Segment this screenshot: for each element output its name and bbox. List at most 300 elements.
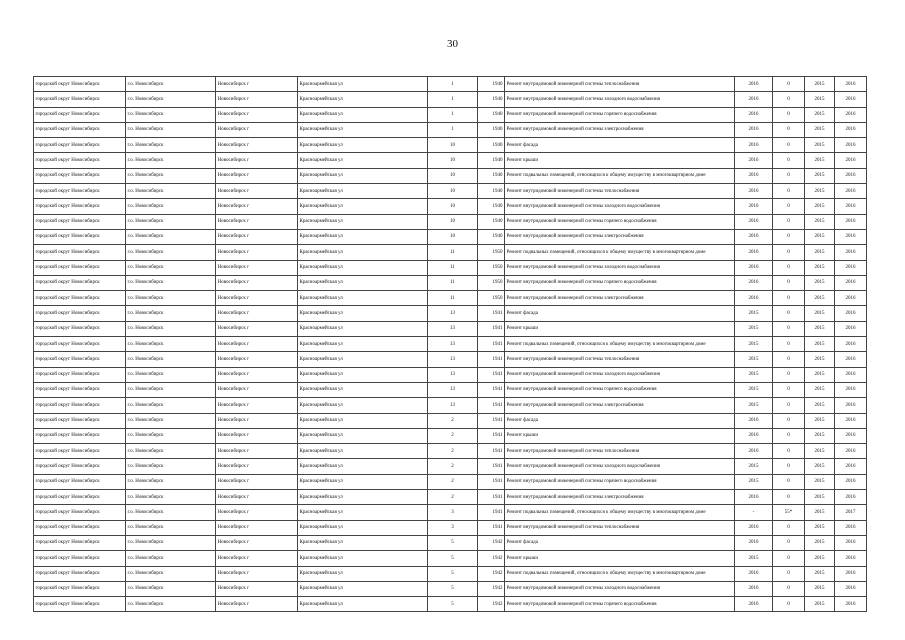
house-cell: 1 bbox=[428, 92, 478, 107]
period-end-cell: 2016 bbox=[835, 291, 867, 306]
period-start-cell: 2015 bbox=[805, 107, 835, 122]
house-cell: 11 bbox=[428, 291, 478, 306]
street-cell: Красноармейская ул bbox=[298, 275, 428, 290]
period-end-cell: 2016 bbox=[835, 245, 867, 260]
period-end-cell: 2016 bbox=[835, 490, 867, 505]
municipality-cell: городской округ Новосибирск bbox=[34, 597, 126, 612]
cost-cell: 0 bbox=[773, 260, 805, 275]
plan-year-cell: 2016 bbox=[735, 275, 773, 290]
street-cell: Красноармейская ул bbox=[298, 122, 428, 137]
cost-cell: 0 bbox=[773, 77, 805, 92]
period-end-cell: 2016 bbox=[835, 382, 867, 397]
house-cell: 10 bbox=[428, 214, 478, 229]
street-cell: Красноармейская ул bbox=[298, 505, 428, 520]
district-cell: г.о. Новосибирск bbox=[126, 413, 216, 428]
street-cell: Красноармейская ул bbox=[298, 168, 428, 183]
cost-cell: 0 bbox=[773, 92, 805, 107]
cost-cell: 0 bbox=[773, 352, 805, 367]
cost-cell: 0 bbox=[773, 474, 805, 489]
cost-cell: 0 bbox=[773, 245, 805, 260]
house-cell: 2 bbox=[428, 474, 478, 489]
city-cell: Новосибирск г bbox=[216, 413, 298, 428]
municipality-cell: городской округ Новосибирск bbox=[34, 428, 126, 443]
table-row bbox=[34, 168, 867, 183]
plan-year-cell: 2016 bbox=[735, 566, 773, 581]
year-built-cell: 1940 bbox=[478, 92, 505, 107]
house-cell: 5 bbox=[428, 581, 478, 596]
plan-year-cell: 2016 bbox=[735, 122, 773, 137]
municipality-cell: городской округ Новосибирск bbox=[34, 77, 126, 92]
year-built-cell: 1941 bbox=[478, 306, 505, 321]
period-start-cell: 2015 bbox=[805, 138, 835, 153]
house-cell: 13 bbox=[428, 367, 478, 382]
table-row bbox=[34, 551, 867, 566]
plan-year-cell: - bbox=[735, 505, 773, 520]
city-cell: Новосибирск г bbox=[216, 367, 298, 382]
work-type-cell: Ремонт внутридомовой инженерной системы теплоснабжения bbox=[505, 77, 735, 92]
house-cell: 1 bbox=[428, 122, 478, 137]
district-cell: г.о. Новосибирск bbox=[126, 382, 216, 397]
house-cell: 5 bbox=[428, 551, 478, 566]
municipality-cell: городской округ Новосибирск bbox=[34, 474, 126, 489]
cost-cell: 0 bbox=[773, 122, 805, 137]
street-cell: Красноармейская ул bbox=[298, 352, 428, 367]
table-row bbox=[34, 77, 867, 92]
cost-cell: 0 bbox=[773, 535, 805, 550]
house-cell: 1 bbox=[428, 107, 478, 122]
table-row bbox=[34, 597, 867, 612]
table-row bbox=[34, 490, 867, 505]
table-row bbox=[34, 566, 867, 581]
district-cell: г.о. Новосибирск bbox=[126, 566, 216, 581]
cost-cell: 0 bbox=[773, 459, 805, 474]
cost-cell: 0 bbox=[773, 398, 805, 413]
municipality-cell: городской округ Новосибирск bbox=[34, 275, 126, 290]
year-built-cell: 1940 bbox=[478, 199, 505, 214]
house-cell: 2 bbox=[428, 428, 478, 443]
district-cell: г.о. Новосибирск bbox=[126, 184, 216, 199]
period-start-cell: 2015 bbox=[805, 184, 835, 199]
municipality-cell: городской округ Новосибирск bbox=[34, 520, 126, 535]
work-type-cell: Ремонт внутридомовой инженерной системы теплоснабжения bbox=[505, 444, 735, 459]
house-cell: 5 bbox=[428, 597, 478, 612]
period-end-cell: 2016 bbox=[835, 260, 867, 275]
district-cell: г.о. Новосибирск bbox=[126, 229, 216, 244]
municipality-cell: городской округ Новосибирск bbox=[34, 382, 126, 397]
period-start-cell: 2015 bbox=[805, 444, 835, 459]
period-start-cell: 2015 bbox=[805, 597, 835, 612]
table-row bbox=[34, 474, 867, 489]
period-end-cell: 2016 bbox=[835, 428, 867, 443]
work-type-cell: Ремонт внутридомовой инженерной системы теплоснабжения bbox=[505, 352, 735, 367]
table-row bbox=[34, 535, 867, 550]
table-row bbox=[34, 352, 867, 367]
municipality-cell: городской округ Новосибирск bbox=[34, 199, 126, 214]
city-cell: Новосибирск г bbox=[216, 199, 298, 214]
table-row bbox=[34, 520, 867, 535]
plan-year-cell: 2016 bbox=[735, 490, 773, 505]
table-row bbox=[34, 245, 867, 260]
year-built-cell: 1942 bbox=[478, 581, 505, 596]
plan-year-cell: 2016 bbox=[735, 581, 773, 596]
period-end-cell: 2016 bbox=[835, 214, 867, 229]
work-type-cell: Ремонт внутридомовой инженерной системы горячего водоснабжения bbox=[505, 597, 735, 612]
house-cell: 2 bbox=[428, 459, 478, 474]
period-end-cell: 2016 bbox=[835, 184, 867, 199]
district-cell: г.о. Новосибирск bbox=[126, 505, 216, 520]
city-cell: Новосибирск г bbox=[216, 260, 298, 275]
work-type-cell: Ремонт внутридомовой инженерной системы горячего водоснабжения bbox=[505, 107, 735, 122]
street-cell: Красноармейская ул bbox=[298, 535, 428, 550]
city-cell: Новосибирск г bbox=[216, 107, 298, 122]
period-end-cell: 2016 bbox=[835, 367, 867, 382]
district-cell: г.о. Новосибирск bbox=[126, 428, 216, 443]
cost-cell: 0 bbox=[773, 184, 805, 199]
year-built-cell: 1941 bbox=[478, 520, 505, 535]
period-start-cell: 2015 bbox=[805, 229, 835, 244]
table-row bbox=[34, 199, 867, 214]
year-built-cell: 1941 bbox=[478, 428, 505, 443]
plan-year-cell: 2016 bbox=[735, 428, 773, 443]
municipality-cell: городской округ Новосибирск bbox=[34, 321, 126, 336]
period-start-cell: 2015 bbox=[805, 352, 835, 367]
year-built-cell: 1941 bbox=[478, 444, 505, 459]
table-row bbox=[34, 337, 867, 352]
period-end-cell: 2016 bbox=[835, 444, 867, 459]
period-start-cell: 2015 bbox=[805, 367, 835, 382]
plan-year-cell: 2016 bbox=[735, 245, 773, 260]
district-cell: г.о. Новосибирск bbox=[126, 92, 216, 107]
period-start-cell: 2015 bbox=[805, 260, 835, 275]
table-row bbox=[34, 229, 867, 244]
cost-cell: 0 bbox=[773, 214, 805, 229]
year-built-cell: 1940 bbox=[478, 122, 505, 137]
district-cell: г.о. Новосибирск bbox=[126, 474, 216, 489]
period-start-cell: 2015 bbox=[805, 122, 835, 137]
district-cell: г.о. Новосибирск bbox=[126, 138, 216, 153]
municipality-cell: городской округ Новосибирск bbox=[34, 337, 126, 352]
period-start-cell: 2015 bbox=[805, 77, 835, 92]
city-cell: Новосибирск г bbox=[216, 184, 298, 199]
city-cell: Новосибирск г bbox=[216, 168, 298, 183]
year-built-cell: 1942 bbox=[478, 535, 505, 550]
municipality-cell: городской округ Новосибирск bbox=[34, 505, 126, 520]
work-type-cell: Ремонт внутридомовой инженерной системы холодного водоснабжения bbox=[505, 260, 735, 275]
district-cell: г.о. Новосибирск bbox=[126, 597, 216, 612]
year-built-cell: 1941 bbox=[478, 459, 505, 474]
year-built-cell: 1950 bbox=[478, 275, 505, 290]
street-cell: Красноармейская ул bbox=[298, 428, 428, 443]
plan-year-cell: 2015 bbox=[735, 337, 773, 352]
district-cell: г.о. Новосибирск bbox=[126, 214, 216, 229]
municipality-cell: городской округ Новосибирск bbox=[34, 291, 126, 306]
district-cell: г.о. Новосибирск bbox=[126, 352, 216, 367]
municipality-cell: городской округ Новосибирск bbox=[34, 138, 126, 153]
period-start-cell: 2015 bbox=[805, 321, 835, 336]
municipality-cell: городской округ Новосибирск bbox=[34, 168, 126, 183]
street-cell: Красноармейская ул bbox=[298, 199, 428, 214]
work-type-cell: Ремонт внутридомовой инженерной системы холодного водоснабжения bbox=[505, 581, 735, 596]
district-cell: г.о. Новосибирск bbox=[126, 122, 216, 137]
street-cell: Красноармейская ул bbox=[298, 474, 428, 489]
street-cell: Красноармейская ул bbox=[298, 77, 428, 92]
period-end-cell: 2016 bbox=[835, 459, 867, 474]
table-row bbox=[34, 184, 867, 199]
house-cell: 10 bbox=[428, 138, 478, 153]
work-type-cell: Ремонт фасада bbox=[505, 306, 735, 321]
table-row bbox=[34, 413, 867, 428]
cost-cell: 0 bbox=[773, 520, 805, 535]
house-cell: 2 bbox=[428, 444, 478, 459]
cost-cell: 0 bbox=[773, 337, 805, 352]
city-cell: Новосибирск г bbox=[216, 520, 298, 535]
work-type-cell: Ремонт крыши bbox=[505, 551, 735, 566]
plan-year-cell: 2015 bbox=[735, 459, 773, 474]
house-cell: 13 bbox=[428, 321, 478, 336]
plan-year-cell: 2016 bbox=[735, 260, 773, 275]
cost-cell: 0 bbox=[773, 229, 805, 244]
year-built-cell: 1942 bbox=[478, 566, 505, 581]
period-end-cell: 2016 bbox=[835, 352, 867, 367]
page-number: 30 bbox=[447, 38, 458, 50]
district-cell: г.о. Новосибирск bbox=[126, 291, 216, 306]
city-cell: Новосибирск г bbox=[216, 245, 298, 260]
district-cell: г.о. Новосибирск bbox=[126, 444, 216, 459]
city-cell: Новосибирск г bbox=[216, 153, 298, 168]
municipality-cell: городской округ Новосибирск bbox=[34, 184, 126, 199]
work-type-cell: Ремонт подвальных помещений, относящихся к общему имуществу в многоквартирном доме bbox=[505, 337, 735, 352]
house-cell: 5 bbox=[428, 535, 478, 550]
city-cell: Новосибирск г bbox=[216, 581, 298, 596]
cost-cell: 0 bbox=[773, 138, 805, 153]
period-end-cell: 2016 bbox=[835, 168, 867, 183]
period-end-cell: 2016 bbox=[835, 597, 867, 612]
cost-cell: 0 bbox=[773, 551, 805, 566]
period-start-cell: 2015 bbox=[805, 382, 835, 397]
plan-year-cell: 2016 bbox=[735, 291, 773, 306]
municipality-cell: городской округ Новосибирск bbox=[34, 581, 126, 596]
plan-year-cell: 2015 bbox=[735, 474, 773, 489]
period-end-cell: 2017 bbox=[835, 505, 867, 520]
period-start-cell: 2015 bbox=[805, 581, 835, 596]
district-cell: г.о. Новосибирск bbox=[126, 168, 216, 183]
house-cell: 13 bbox=[428, 306, 478, 321]
period-end-cell: 2016 bbox=[835, 566, 867, 581]
work-type-cell: Ремонт внутридомовой инженерной системы горячего водоснабжения bbox=[505, 214, 735, 229]
period-end-cell: 2016 bbox=[835, 551, 867, 566]
year-built-cell: 1940 bbox=[478, 168, 505, 183]
city-cell: Новосибирск г bbox=[216, 229, 298, 244]
cost-cell: 0 bbox=[773, 382, 805, 397]
city-cell: Новосибирск г bbox=[216, 459, 298, 474]
street-cell: Красноармейская ул bbox=[298, 138, 428, 153]
cost-cell: 0 bbox=[773, 428, 805, 443]
city-cell: Новосибирск г bbox=[216, 474, 298, 489]
plan-year-cell: 2015 bbox=[735, 398, 773, 413]
street-cell: Красноармейская ул bbox=[298, 444, 428, 459]
municipality-cell: городской округ Новосибирск bbox=[34, 490, 126, 505]
city-cell: Новосибирск г bbox=[216, 92, 298, 107]
street-cell: Красноармейская ул bbox=[298, 520, 428, 535]
table-row bbox=[34, 107, 867, 122]
plan-year-cell: 2016 bbox=[735, 199, 773, 214]
municipality-cell: городской округ Новосибирск bbox=[34, 153, 126, 168]
period-start-cell: 2015 bbox=[805, 520, 835, 535]
period-end-cell: 2016 bbox=[835, 229, 867, 244]
work-type-cell: Ремонт внутридомовой инженерной системы теплоснабжения bbox=[505, 184, 735, 199]
period-start-cell: 2015 bbox=[805, 275, 835, 290]
street-cell: Красноармейская ул bbox=[298, 214, 428, 229]
cost-cell: 0 bbox=[773, 413, 805, 428]
year-built-cell: 1941 bbox=[478, 382, 505, 397]
municipality-cell: городской округ Новосибирск bbox=[34, 229, 126, 244]
cost-cell: 0 bbox=[773, 597, 805, 612]
street-cell: Красноармейская ул bbox=[298, 551, 428, 566]
municipality-cell: городской округ Новосибирск bbox=[34, 260, 126, 275]
street-cell: Красноармейская ул bbox=[298, 260, 428, 275]
plan-year-cell: 2016 bbox=[735, 413, 773, 428]
municipality-cell: городской округ Новосибирск bbox=[34, 566, 126, 581]
city-cell: Новосибирск г bbox=[216, 138, 298, 153]
cost-cell: 0 bbox=[773, 581, 805, 596]
period-end-cell: 2016 bbox=[835, 520, 867, 535]
house-cell: 10 bbox=[428, 229, 478, 244]
work-type-cell: Ремонт внутридомовой инженерной системы электроснабжения bbox=[505, 122, 735, 137]
municipality-cell: городской округ Новосибирск bbox=[34, 398, 126, 413]
plan-year-cell: 2016 bbox=[735, 168, 773, 183]
street-cell: Красноармейская ул bbox=[298, 413, 428, 428]
plan-year-cell: 2016 bbox=[735, 597, 773, 612]
district-cell: г.о. Новосибирск bbox=[126, 581, 216, 596]
period-start-cell: 2015 bbox=[805, 505, 835, 520]
table-row bbox=[34, 428, 867, 443]
plan-year-cell: 2015 bbox=[735, 551, 773, 566]
city-cell: Новосибирск г bbox=[216, 597, 298, 612]
table-row bbox=[34, 382, 867, 397]
year-built-cell: 1941 bbox=[478, 474, 505, 489]
year-built-cell: 1941 bbox=[478, 505, 505, 520]
municipality-cell: городской округ Новосибирск bbox=[34, 413, 126, 428]
district-cell: г.о. Новосибирск bbox=[126, 337, 216, 352]
house-cell: 10 bbox=[428, 168, 478, 183]
plan-year-cell: 2016 bbox=[735, 229, 773, 244]
period-start-cell: 2015 bbox=[805, 474, 835, 489]
street-cell: Красноармейская ул bbox=[298, 291, 428, 306]
table-row bbox=[34, 92, 867, 107]
period-end-cell: 2016 bbox=[835, 77, 867, 92]
table-row bbox=[34, 153, 867, 168]
house-cell: 13 bbox=[428, 382, 478, 397]
period-start-cell: 2015 bbox=[805, 291, 835, 306]
municipality-cell: городской округ Новосибирск bbox=[34, 367, 126, 382]
street-cell: Красноармейская ул bbox=[298, 597, 428, 612]
year-built-cell: 1941 bbox=[478, 490, 505, 505]
period-start-cell: 2015 bbox=[805, 490, 835, 505]
period-start-cell: 2015 bbox=[805, 566, 835, 581]
cost-cell: 0 bbox=[773, 275, 805, 290]
city-cell: Новосибирск г bbox=[216, 535, 298, 550]
street-cell: Красноармейская ул bbox=[298, 245, 428, 260]
table-row bbox=[34, 321, 867, 336]
period-start-cell: 2015 bbox=[805, 535, 835, 550]
period-start-cell: 2015 bbox=[805, 428, 835, 443]
year-built-cell: 1950 bbox=[478, 245, 505, 260]
year-built-cell: 1940 bbox=[478, 153, 505, 168]
work-type-cell: Ремонт внутридомовой инженерной системы холодного водоснабжения bbox=[505, 367, 735, 382]
cost-cell: 0 bbox=[773, 566, 805, 581]
work-type-cell: Ремонт внутридомовой инженерной системы горячего водоснабжения bbox=[505, 275, 735, 290]
table-row bbox=[34, 214, 867, 229]
year-built-cell: 1941 bbox=[478, 337, 505, 352]
period-end-cell: 2016 bbox=[835, 581, 867, 596]
city-cell: Новосибирск г bbox=[216, 275, 298, 290]
plan-year-cell: 2016 bbox=[735, 184, 773, 199]
period-end-cell: 2016 bbox=[835, 107, 867, 122]
table-row bbox=[34, 459, 867, 474]
work-type-cell: Ремонт подвальных помещений, относящихся к общему имуществу в многоквартирном доме bbox=[505, 168, 735, 183]
work-type-cell: Ремонт внутридомовой инженерной системы электроснабжения bbox=[505, 229, 735, 244]
city-cell: Новосибирск г bbox=[216, 77, 298, 92]
house-cell: 11 bbox=[428, 260, 478, 275]
period-end-cell: 2016 bbox=[835, 199, 867, 214]
city-cell: Новосибирск г bbox=[216, 551, 298, 566]
year-built-cell: 1942 bbox=[478, 551, 505, 566]
plan-year-cell: 2016 bbox=[735, 138, 773, 153]
plan-year-cell: 2016 bbox=[735, 520, 773, 535]
table-row bbox=[34, 581, 867, 596]
work-type-cell: Ремонт внутридомовой инженерной системы электроснабжения bbox=[505, 398, 735, 413]
house-cell: 5 bbox=[428, 566, 478, 581]
house-cell: 13 bbox=[428, 398, 478, 413]
year-built-cell: 1940 bbox=[478, 229, 505, 244]
city-cell: Новосибирск г bbox=[216, 321, 298, 336]
plan-year-cell: 2015 bbox=[735, 382, 773, 397]
city-cell: Новосибирск г bbox=[216, 306, 298, 321]
municipality-cell: городской округ Новосибирск bbox=[34, 122, 126, 137]
period-start-cell: 2015 bbox=[805, 245, 835, 260]
year-built-cell: 1940 bbox=[478, 107, 505, 122]
plan-year-cell: 2015 bbox=[735, 306, 773, 321]
works-table bbox=[33, 76, 867, 612]
year-built-cell: 1942 bbox=[478, 597, 505, 612]
work-type-cell: Ремонт крыши bbox=[505, 428, 735, 443]
work-type-cell: Ремонт фасада bbox=[505, 138, 735, 153]
period-end-cell: 2016 bbox=[835, 535, 867, 550]
city-cell: Новосибирск г bbox=[216, 291, 298, 306]
municipality-cell: городской округ Новосибирск bbox=[34, 352, 126, 367]
period-start-cell: 2015 bbox=[805, 168, 835, 183]
plan-year-cell: 2016 bbox=[735, 107, 773, 122]
city-cell: Новосибирск г bbox=[216, 214, 298, 229]
house-cell: 1 bbox=[428, 77, 478, 92]
street-cell: Красноармейская ул bbox=[298, 382, 428, 397]
work-type-cell: Ремонт внутридомовой инженерной системы теплоснабжения bbox=[505, 520, 735, 535]
street-cell: Красноармейская ул bbox=[298, 107, 428, 122]
district-cell: г.о. Новосибирск bbox=[126, 520, 216, 535]
house-cell: 11 bbox=[428, 245, 478, 260]
table-row bbox=[34, 291, 867, 306]
cost-cell: 0 bbox=[773, 444, 805, 459]
period-start-cell: 2015 bbox=[805, 199, 835, 214]
plan-year-cell: 2015 bbox=[735, 352, 773, 367]
year-built-cell: 1940 bbox=[478, 138, 505, 153]
municipality-cell: городской округ Новосибирск bbox=[34, 459, 126, 474]
year-built-cell: 1941 bbox=[478, 398, 505, 413]
period-start-cell: 2015 bbox=[805, 153, 835, 168]
table-row bbox=[34, 505, 867, 520]
street-cell: Красноармейская ул bbox=[298, 337, 428, 352]
period-end-cell: 2016 bbox=[835, 321, 867, 336]
